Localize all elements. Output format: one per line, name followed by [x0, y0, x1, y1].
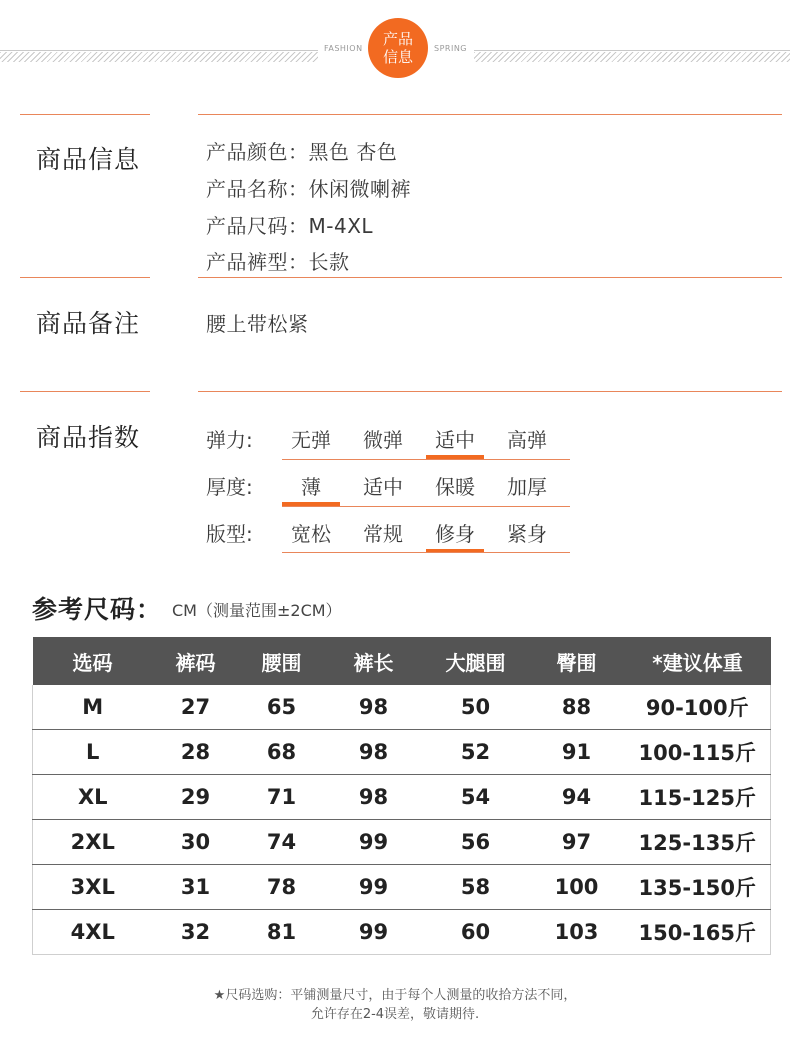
- index-option-thickness-3: 保暖: [435, 475, 475, 499]
- size-chart-title: 参考尺码：: [32, 595, 163, 624]
- header-cell: *建议体重: [625, 637, 771, 685]
- index-label-elasticity: 弹力:: [206, 428, 253, 452]
- table-row: [33, 820, 771, 865]
- info-line-color: 产品颜色：黑色 杏色: [206, 140, 398, 164]
- table-cell: 90-100斤: [625, 685, 771, 730]
- table-cell: 99: [325, 865, 423, 910]
- table-cell: 78: [239, 865, 325, 910]
- divider-left-3: [20, 391, 150, 392]
- table-cell: M: [33, 685, 153, 730]
- table-cell: 30: [153, 820, 239, 865]
- index-option-thickness-1: 薄: [301, 475, 321, 499]
- index-option-fit-4: 紧身: [507, 522, 547, 546]
- section-title-product-index: 商品指数: [36, 423, 141, 452]
- section-title-product-info: 商品信息: [36, 145, 141, 174]
- table-cell: 29: [153, 775, 239, 820]
- index-option-thickness-2: 适中: [363, 475, 403, 499]
- note-text: 腰上带松紧: [206, 312, 309, 336]
- table-cell: L: [33, 730, 153, 775]
- header-cell: 裤长: [325, 637, 423, 685]
- ribbon-hatch-left: [0, 52, 318, 62]
- index-option-elasticity-4: 高弹: [507, 428, 547, 452]
- ribbon-hatch-right: [474, 52, 790, 62]
- footer-note-line-1: ★尺码选购：平铺测量尺寸，由于每个人测量的收拾方法不同，: [213, 988, 577, 1003]
- table-cell: XL: [33, 775, 153, 820]
- ribbon-line-right: [474, 50, 790, 51]
- index-option-thickness-4: 加厚: [507, 475, 547, 499]
- index-label-thickness: 厚度:: [206, 475, 253, 499]
- index-row-line: [282, 459, 570, 460]
- table-row: [33, 865, 771, 910]
- info-line-fit: 产品裤型：长款: [206, 250, 350, 274]
- table-cell: 115-125斤: [625, 775, 771, 820]
- table-cell: 74: [239, 820, 325, 865]
- index-option-fit-1: 宽松: [291, 522, 331, 546]
- table-row: [33, 775, 771, 820]
- index-option-fit-3: 修身: [435, 522, 475, 546]
- table-cell: 81: [239, 910, 325, 955]
- table-cell: 99: [325, 910, 423, 955]
- table-row: [33, 910, 771, 955]
- header-cell: 腰围: [239, 637, 325, 685]
- table-cell: 98: [325, 775, 423, 820]
- divider-right-1: [198, 114, 782, 115]
- divider-right-3: [198, 391, 782, 392]
- table-cell: 68: [239, 730, 325, 775]
- table-cell: 125-135斤: [625, 820, 771, 865]
- index-option-elasticity-3: 适中: [435, 428, 475, 452]
- header-cell: 裤码: [153, 637, 239, 685]
- table-cell: 97: [529, 820, 625, 865]
- table-cell: 58: [423, 865, 529, 910]
- table-cell: 56: [423, 820, 529, 865]
- header-cell: 选码: [33, 637, 153, 685]
- header-cell: 大腿围: [423, 637, 529, 685]
- table-cell: 32: [153, 910, 239, 955]
- product-info-badge: [368, 18, 428, 78]
- info-line-size: 产品尺码：M-4XL: [206, 214, 374, 238]
- index-label-fit: 版型:: [206, 522, 253, 546]
- table-cell: 71: [239, 775, 325, 820]
- size-table-header: [33, 637, 771, 685]
- badge-line-1: 产品: [382, 30, 413, 48]
- table-cell: 135-150斤: [625, 865, 771, 910]
- table-cell: 3XL: [33, 865, 153, 910]
- info-line-name: 产品名称：休闲微喇裤: [206, 177, 411, 201]
- index-option-elasticity-2: 微弹: [363, 428, 403, 452]
- table-cell: 103: [529, 910, 625, 955]
- index-row-line: [282, 552, 570, 553]
- table-cell: 27: [153, 685, 239, 730]
- section-title-product-note: 商品备注: [36, 309, 141, 338]
- size-chart-note: CM（测量范围±2CM）: [172, 601, 342, 620]
- ribbon-word-right: SPRING: [434, 44, 468, 53]
- divider-left-2: [20, 277, 150, 278]
- index-option-elasticity-1: 无弹: [291, 428, 331, 452]
- table-cell: 91: [529, 730, 625, 775]
- index-option-fit-2: 常规: [363, 522, 403, 546]
- table-cell: 31: [153, 865, 239, 910]
- divider-right-2: [198, 277, 782, 278]
- table-cell: 150-165斤: [625, 910, 771, 955]
- table-cell: 65: [239, 685, 325, 730]
- table-row: [33, 730, 771, 775]
- table-cell: 98: [325, 730, 423, 775]
- table-cell: 52: [423, 730, 529, 775]
- table-cell: 28: [153, 730, 239, 775]
- table-cell: 60: [423, 910, 529, 955]
- table-cell: 99: [325, 820, 423, 865]
- table-cell: 4XL: [33, 910, 153, 955]
- size-table: [32, 637, 771, 955]
- table-cell: 54: [423, 775, 529, 820]
- table-row: [33, 685, 771, 730]
- table-cell: 94: [529, 775, 625, 820]
- ribbon-line-left: [0, 50, 318, 51]
- table-cell: 100: [529, 865, 625, 910]
- footer-note-line-2: 允许存在2-4误差，敬请期待.: [310, 1007, 480, 1022]
- table-cell: 100-115斤: [625, 730, 771, 775]
- badge-line-2: 信息: [382, 48, 413, 66]
- ribbon-word-left: FASHION: [324, 44, 363, 53]
- divider-left-1: [20, 114, 150, 115]
- table-cell: 50: [423, 685, 529, 730]
- table-cell: 98: [325, 685, 423, 730]
- index-row-line: [282, 506, 570, 507]
- header-cell: 臀围: [529, 637, 625, 685]
- table-cell: 88: [529, 685, 625, 730]
- table-cell: 2XL: [33, 820, 153, 865]
